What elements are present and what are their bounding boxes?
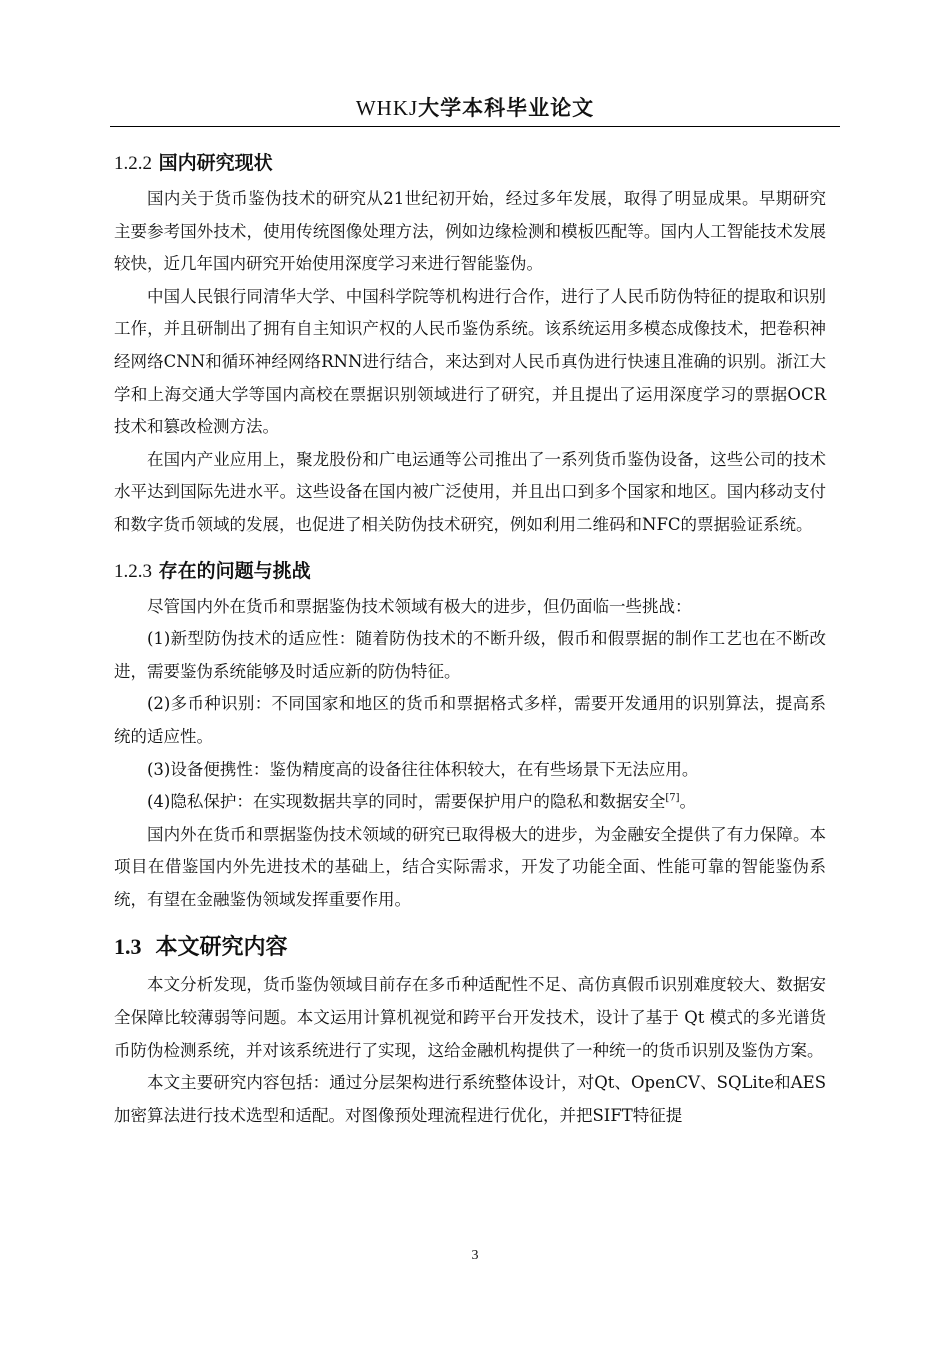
body-content: [114, 148, 826, 1132]
section-heading-1-3: [114, 930, 826, 965]
section-number: 1.2.2: [114, 153, 152, 174]
paragraph: 尽管国内外在货币和票据鉴伪技术领域有极大的进步，但仍面临一些挑战：: [147, 596, 692, 616]
paragraph: 中国人民银行同清华大学、中国科学院等机构进行合作，进行了人民币防伪特征的提取和识别工作，并且研制出了拥有自主知识产权的人民币鉴伪系统。该系统运用多模态成像技术，把卷积神经网络CNN和循环神经网络RNN进行结合，来达到对人民币真伪进行快速且准确的识别。浙江大学和上海交通大学等国内高校在票据识别领域进行了研究，并且提出了运用深度学习的票据OCR技术和篡改检测方法。: [114, 286, 826, 437]
paragraph: 本文分析发现，货币鉴伪领域目前存在多币种适配性不足、高仿真假币识别难度较大、数据安全保障比较薄弱等问题。本文运用计算机视觉和跨平台开发技术，设计了基于 Qt 模式的多光谱货币防伪检测系统，并对该系统进行了实现，这给金融机构提供了一种统一的货币识别及鉴伪方案。: [114, 975, 826, 1060]
list-item: [114, 786, 826, 819]
section-title: 本文研究内容: [155, 935, 288, 961]
section-title: 存在的问题与挑战: [158, 559, 311, 582]
paragraph: 国内外在货币和票据鉴伪技术领域的研究已取得极大的进步，为金融安全提供了有力保障。本项目在借鉴国内外先进技术的基础上，结合实际需求，开发了功能全面、性能可靠的智能鉴伪系统，有望在金融鉴伪领域发挥重要作用。: [114, 824, 826, 909]
citation-ref: [7]: [665, 792, 680, 804]
section-number: 1.2.3: [114, 560, 152, 582]
paragraph: 本文主要研究内容包括：通过分层架构进行系统整体设计，对Qt、OpenCV、SQLite和AES加密算法进行技术选型和适配。对图像预处理流程进行优化，并把SIFT特征提: [114, 1073, 826, 1125]
running-header: [110, 92, 840, 122]
header-rule: [110, 126, 840, 127]
paragraph: 国内关于货币鉴伪技术的研究从21世纪初开始，经过多年发展，取得了明显成果。早期研究主要参考国外技术，使用传统图像处理方法，例如边缘检测和模板匹配等。国内人工智能技术发展较快，近几年国内研究开始使用深度学习来进行智能鉴伪。: [114, 189, 826, 274]
list-item-end: 。: [679, 792, 697, 812]
list-item-text: (4)隐私保护：在实现数据共享的同时，需要保护用户的隐私和数据安全: [147, 792, 666, 812]
paragraph: 在国内产业应用上，聚龙股份和广电运通等公司推出了一系列货币鉴伪设备，这些公司的技术水平达到国际先进水平。这些设备在国内被广泛使用，并且出口到多个国家和地区。国内移动支付和数字货币领域的发展，也促进了相关防伪技术研究，例如利用二维码和NFC的票据验证系统。: [114, 449, 826, 534]
section-heading-1-2-3: [114, 556, 826, 587]
header-school-abbr: WHKJ: [355, 96, 419, 120]
list-item: (2)多币种识别：不同国家和地区的货币和票据格式多样，需要开发通用的识别算法，提高系统的适应性。: [114, 694, 826, 746]
section-heading-1-2-2: [114, 148, 826, 179]
list-item: (1)新型防伪技术的适应性：随着防伪技术的不断升级，假币和假票据的制作工艺也在不断改进，需要鉴伪系统能够及时适应新的防伪特征。: [114, 629, 826, 681]
section-title: 国内研究现状: [158, 152, 273, 174]
page-number: 3: [471, 1248, 479, 1263]
list-item: (3)设备便携性：鉴伪精度高的设备往往体积较大，在有些场景下无法应用。: [147, 759, 699, 779]
section-number: 1.3: [114, 934, 142, 960]
header-thesis-label: 大学本科毕业论文: [418, 96, 595, 120]
